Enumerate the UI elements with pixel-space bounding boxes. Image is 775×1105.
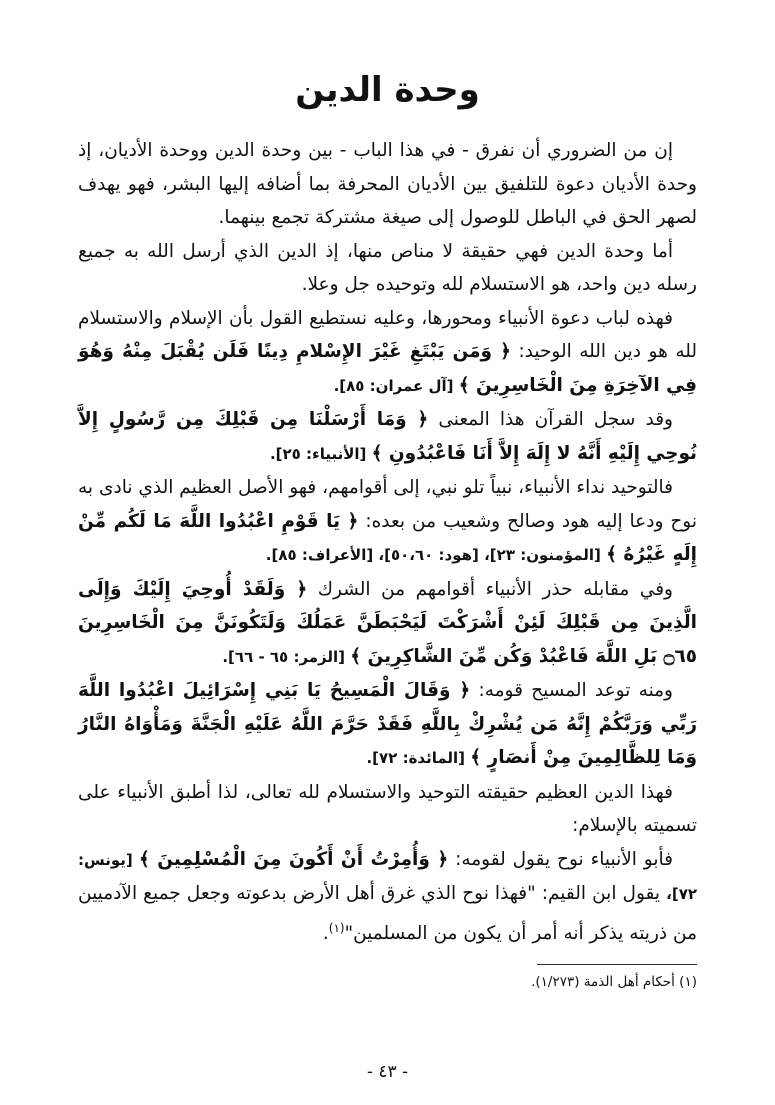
- text-run: وفي مقابله حذر الأنبياء أقوامهم من الشرك: [307, 578, 673, 600]
- paragraph: [78, 403, 697, 471]
- text-run: فهذا الدين العظيم حقيقته التوحيد والاستسلام لله تعالى، لذا أطبق الأنبياء على تسميته بالإسلام:: [78, 781, 697, 836]
- verse-reference: [المؤمنون: ٢٣]، [هود: ٥٠،٦٠]، [الأعراف: ٨٥].: [265, 546, 607, 564]
- text-run: ومنه توعد المسيح قومه:: [470, 680, 673, 701]
- text-run: فأبو الأنبياء نوح يقول لقومه:: [448, 848, 673, 870]
- page-number: - ٤٣ -: [366, 1062, 409, 1082]
- quran-verse: ﴿ وَمَن يَبْتَغِ غَيْرَ الإِسْلامِ دِينًا فَلَن يُقْبَلَ مِنْهُ وَهُوَ فِي الآخِرَةِ مِنَ الْخَاسِرِينَ ﴾: [78, 341, 697, 396]
- page-body: [78, 134, 697, 950]
- verse-reference: [المائدة: ٧٢].: [366, 749, 471, 767]
- quran-verse: ﴿ وَقَالَ الْمَسِيحُ يَا بَنِي إِسْرَائِيلَ اعْبُدُوا اللَّهَ رَبِّي وَرَبَّكُمْ إِنَّهُ مَن يُشْرِكْ بِاللَّهِ فَقَدْ حَرَّمَ اللَّهُ عَلَيْهِ الْجَنَّةَ وَمَأْوَاهُ النَّارُ وَمَا لِلظَّالِمِينَ مِنْ أَنصَارٍ ﴾: [78, 680, 697, 768]
- verse-reference: [آل عمران: ٨٥].: [333, 376, 459, 395]
- paragraph: [78, 674, 697, 776]
- text-run: .: [322, 922, 329, 944]
- paragraph: [78, 302, 697, 404]
- paragraph: [78, 235, 697, 302]
- quran-verse: ﴿ وَأُمِرْتُ أَنْ أَكُونَ مِنَ الْمُسْلِمِينَ ﴾: [138, 848, 449, 870]
- paragraph: [78, 134, 697, 235]
- text-run: يقول ابن القيم: "فهذا نوح الذي غرق أهل الأرض بدعوته وجعل جميع الآدميين من ذريته يذكر أنه أمر أن يكون من المسلمين": [78, 883, 697, 944]
- verse-reference: [الزمر: ٦٥ - ٦٦].: [222, 647, 351, 666]
- quran-verse: ﴿ وَمَا أَرْسَلْنَا مِن قَبْلِكَ مِن رَّسُولٍ إِلاَّ نُوحِي إِلَيْهِ أَنَّهُ لا إِلَهَ إِلاَّ أَنَا فَاعْبُدُونِ ﴾: [78, 409, 697, 464]
- footnote: (١) أحكام أهل الذمة (١/٢٧٣).: [531, 974, 697, 991]
- page-title: وحدة الدين: [295, 70, 480, 110]
- footnote-marker: (١): [328, 920, 345, 935]
- paragraph: [78, 471, 697, 573]
- verse-reference: [الأنبياء: ٢٥].: [269, 444, 372, 463]
- quran-verse: ﴿ وَلَقَدْ أُوحِيَ إِلَيْكَ وَإِلَى الَّذِينَ مِن قَبْلِكَ لَئِنْ أَشْرَكْتَ لَيَحْبَطَنَّ عَمَلُكَ وَلَتَكُونَنَّ مِنَ الْخَاسِرِينَ ۝٦٥ بَلِ اللَّهَ فَاعْبُدْ وَكُن مِّنَ الشَّاكِرِينَ ﴾: [78, 578, 697, 667]
- text-run: إن من الضروري أن نفرق - في هذا الباب - بين وحدة الدين ووحدة الأديان، إذ وحدة الأديان دعوة للتلفيق بين الأديان المحرفة بما أضافه إليها البشر، فهو يهدف لصهر الحق في الباطل للوصول إلى صيغة مشتركة تجمع بينهما.: [78, 140, 697, 228]
- verse-reference: [يونس: ٧٢]،: [78, 850, 697, 903]
- text-run: أما وحدة الدين فهي حقيقة لا مناص منها، إذ الدين الذي أرسل الله به جميع رسله دين واحد، هو الاستسلام لله وتوحيده جل وعلا.: [78, 240, 697, 295]
- quran-verse: ﴿ يَا قَوْمِ اعْبُدُوا اللَّهَ مَا لَكُم مِّنْ إِلَهٍ غَيْرُهُ ﴾: [78, 510, 697, 565]
- paragraph: [78, 843, 697, 951]
- paragraph: [78, 776, 697, 843]
- footnote-divider: [537, 964, 697, 965]
- text-run: فالتوحيد نداء الأنبياء، نبياً تلو نبي، إلى أقوامهم، فهو الأصل العظيم الذي نادى به نوح ودعا إليه هود وصالح وشعيب من بعده:: [78, 477, 697, 532]
- paragraph: [78, 573, 697, 675]
- text-run: وقد سجل القرآن هذا المعنى: [428, 409, 673, 430]
- text-run: فهذه لباب دعوة الأنبياء ومحورها، وعليه نستطيع القول بأن الإسلام والاستسلام لله هو دين الله الوحيد:: [78, 307, 697, 362]
